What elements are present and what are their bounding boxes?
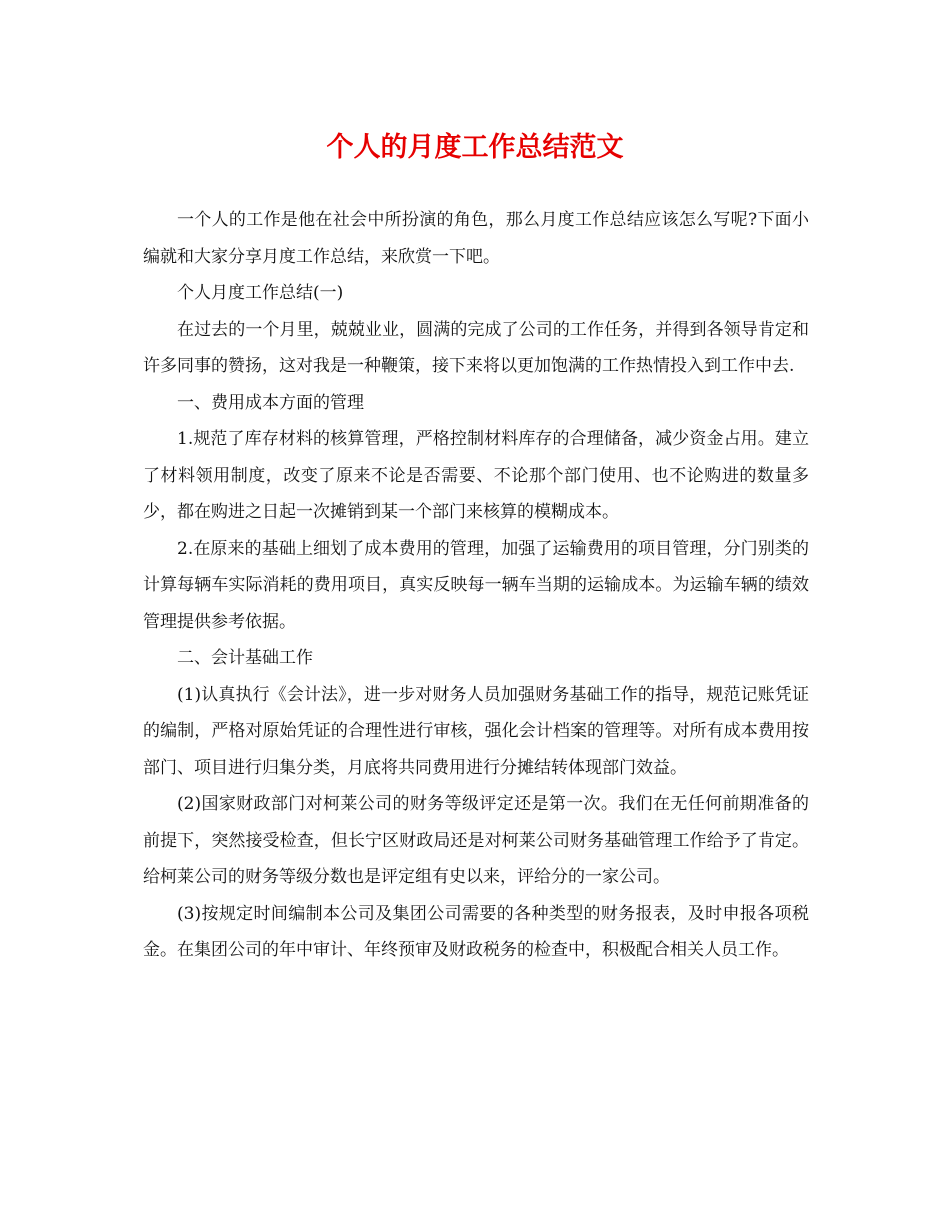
paragraph-overview: 在过去的一个月里，兢兢业业，圆满的完成了公司的工作任务，并得到各领导肯定和许多同事的赞扬，这对我是一种鞭策，接下来将以更加饱满的工作热情投入到工作中去. [143, 319, 809, 376]
paragraph-subitem-3: (3)按规定时间编制本公司及集团公司需要的各种类型的财务报表，及时申报各项税金。在集团公司的年中审计、年终预审及财政税务的检查中，积极配合相关人员工作。 [143, 903, 809, 960]
paragraph-heading-summary-one: 个人月度工作总结(一) [177, 283, 344, 303]
paragraph-intro: 一个人的工作是他在社会中所扮演的角色，那么月度工作总结应该怎么写呢?下面小编就和大家分享月度工作总结，来欣赏一下吧。 [143, 210, 809, 267]
page-title: 个人的月度工作总结范文 [326, 132, 624, 163]
paragraph-item-1: 1.规范了库存材料的核算管理，严格控制材料库存的合理储备，减少资金占用。建立了材料领用制度，改变了原来不论是否需要、不论那个部门使用、也不论购进的数量多少，都在购进之日起一次摊销到某一个部门来核算的模糊成本。 [143, 429, 809, 522]
paragraph-heading-cost-management: 一、费用成本方面的管理 [177, 392, 364, 413]
paragraph-subitem-2: (2)国家财政部门对柯莱公司的财务等级评定还是第一次。我们在无任何前期准备的前提下，突然接受检查，但长宁区财政局还是对柯莱公司财务基础管理工作给予了肯定。给柯莱公司的财务等级分数也是评定组有史以来，评给分的一家公司。 [143, 794, 809, 887]
paragraph-subitem-1: (1)认真执行《会计法》，进一步对财务人员加强财务基础工作的指导，规范记账凭证的编制，严格对原始凭证的合理性进行审核，强化会计档案的管理等。对所有成本费用按部门、项目进行归集分类，月底将共同费用进行分摊结转体现部门效益。 [143, 684, 809, 778]
document-body [143, 202, 809, 969]
paragraph-item-2: 2.在原来的基础上细划了成本费用的管理，加强了运输费用的项目管理，分门别类的计算每辆车实际消耗的费用项目，真实反映每一辆车当期的运输成本。为运输车辆的绩效管理提供参考依据。 [143, 538, 809, 632]
paragraph-heading-accounting-basics: 二、会计基础工作 [177, 648, 313, 668]
